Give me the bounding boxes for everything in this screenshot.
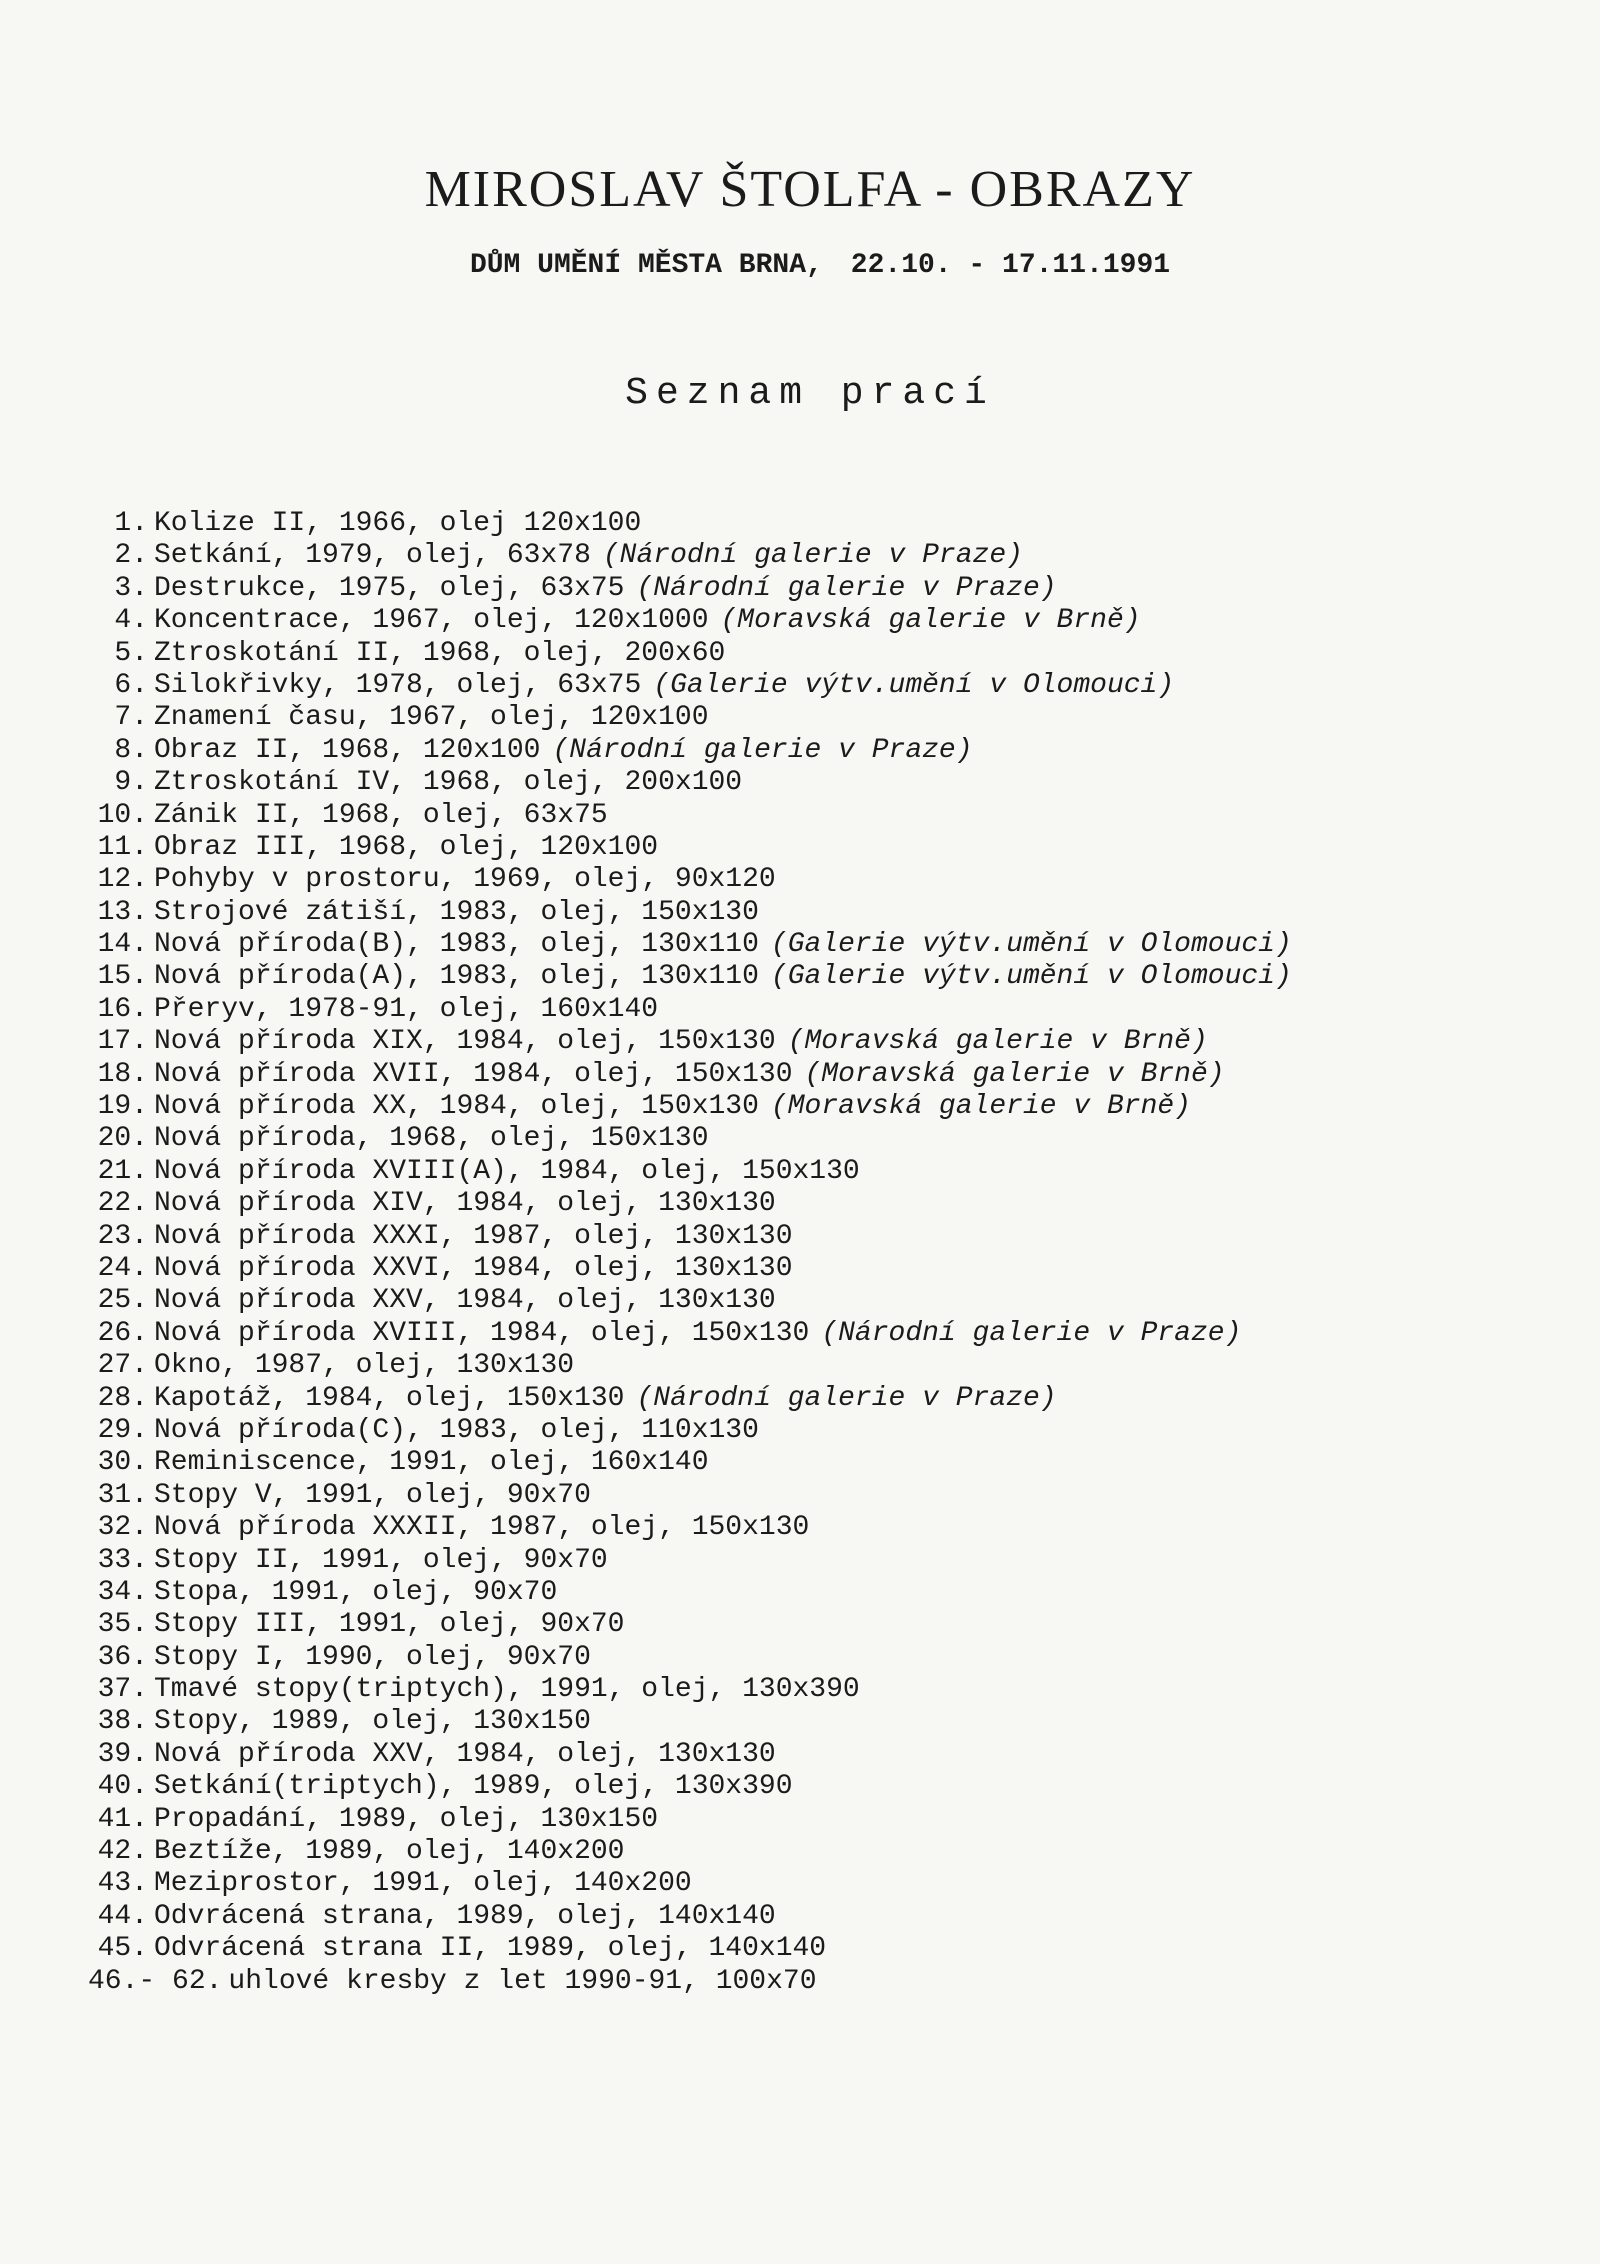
item-number: 11. — [97, 831, 148, 863]
list-item — [60, 1123, 1292, 1155]
item-description: Kapotáž, 1984, olej, 150x130 — [154, 1382, 625, 1414]
item-description: Stopy III, 1991, olej, 90x70 — [154, 1609, 625, 1641]
item-number: 2. — [114, 540, 148, 572]
works-list — [60, 508, 1292, 1998]
list-item — [60, 1933, 1292, 1965]
item-number: 14. — [97, 929, 148, 961]
item-description: Odvrácená strana, 1989, olej, 140x140 — [154, 1900, 776, 1932]
item-number: 7. — [114, 702, 148, 734]
item-number: 35. — [97, 1609, 148, 1641]
list-item — [60, 508, 1292, 540]
item-number: 4. — [114, 605, 148, 637]
item-number: 10. — [97, 799, 148, 831]
list-item — [60, 1868, 1292, 1900]
item-description: Zánik II, 1968, olej, 63x75 — [154, 799, 608, 831]
item-description: Nová příroda XXV, 1984, olej, 130x130 — [154, 1285, 776, 1317]
item-description: Koncentrace, 1967, olej, 120x1000 — [154, 605, 709, 637]
list-item — [60, 800, 1292, 832]
item-number: 44. — [97, 1900, 148, 1932]
list-item — [60, 1221, 1292, 1253]
item-number: 45. — [97, 1933, 148, 1965]
list-item — [60, 1059, 1292, 1091]
item-description: Nová příroda, 1968, olej, 150x130 — [154, 1123, 709, 1155]
list-item — [60, 1545, 1292, 1577]
item-description: Obraz II, 1968, 120x100 — [154, 734, 541, 766]
item-number: 3. — [114, 572, 148, 604]
list-item — [60, 1706, 1292, 1738]
item-number: 46.- 62. — [88, 1965, 223, 1997]
list-item — [60, 1771, 1292, 1803]
item-description: Nová příroda XX, 1984, olej, 150x130 — [154, 1091, 759, 1123]
item-number: 32. — [97, 1512, 148, 1544]
list-item — [60, 1350, 1292, 1382]
item-description: Stopa, 1991, olej, 90x70 — [154, 1576, 558, 1608]
item-number: 33. — [97, 1544, 148, 1576]
item-number: 19. — [97, 1091, 148, 1123]
item-description: Přeryv, 1978-91, olej, 160x140 — [154, 993, 659, 1025]
item-number: 17. — [97, 1026, 148, 1058]
item-description: Beztíže, 1989, olej, 140x200 — [154, 1836, 625, 1868]
item-description: Stopy I, 1990, olej, 90x70 — [154, 1641, 591, 1673]
item-collection: (Národní galerie v Praze) — [602, 540, 1023, 572]
list-item — [88, 1966, 1292, 1998]
item-collection: (Galerie výtv.umění v Olomouci) — [653, 669, 1175, 701]
list-item — [60, 767, 1292, 799]
item-number: 30. — [97, 1447, 148, 1479]
item-description: Nová příroda XVII, 1984, olej, 150x130 — [154, 1058, 793, 1090]
list-item — [60, 605, 1292, 637]
exhibition-dates: 22.10. - 17.11.1991 — [850, 250, 1171, 281]
item-description: Stopy V, 1991, olej, 90x70 — [154, 1479, 591, 1511]
item-description: Nová příroda XXXII, 1987, olej, 150x130 — [154, 1512, 810, 1544]
item-description: Okno, 1987, olej, 130x130 — [154, 1350, 575, 1382]
item-number: 37. — [97, 1674, 148, 1706]
item-description: Tmavé stopy(triptych), 1991, olej, 130x390 — [154, 1674, 860, 1706]
item-collection: (Národní galerie v Praze) — [552, 734, 973, 766]
item-collection: (Moravská galerie v Brně) — [804, 1058, 1225, 1090]
list-item — [60, 1156, 1292, 1188]
item-number: 31. — [97, 1479, 148, 1511]
item-number: 40. — [97, 1771, 148, 1803]
list-item — [60, 1383, 1292, 1415]
item-number: 6. — [114, 669, 148, 701]
item-description: Setkání(triptych), 1989, olej, 130x390 — [154, 1771, 793, 1803]
item-description: Setkání, 1979, olej, 63x78 — [154, 540, 591, 572]
list-item — [60, 638, 1292, 670]
list-item — [60, 735, 1292, 767]
list-item — [60, 961, 1292, 993]
item-number: 42. — [97, 1836, 148, 1868]
list-item — [60, 1026, 1292, 1058]
item-description: Nová příroda XXV, 1984, olej, 130x130 — [154, 1738, 776, 1770]
list-item — [60, 1415, 1292, 1447]
item-collection: (Národní galerie v Praze) — [636, 1382, 1057, 1414]
item-description: Nová příroda(B), 1983, olej, 130x110 — [154, 929, 759, 961]
item-collection: (Moravská galerie v Brně) — [720, 605, 1141, 637]
item-collection: (Moravská galerie v Brně) — [770, 1091, 1191, 1123]
item-description: Nová příroda(C), 1983, olej, 110x130 — [154, 1414, 759, 1446]
item-description: Nová příroda XXVI, 1984, olej, 130x130 — [154, 1252, 793, 1284]
item-number: 29. — [97, 1414, 148, 1446]
item-number: 22. — [97, 1188, 148, 1220]
exhibition-venue: DŮM UMĚNÍ MĚSTA BRNA, — [469, 250, 823, 281]
item-description: Nová příroda XVIII, 1984, olej, 150x130 — [154, 1317, 810, 1349]
item-number: 39. — [97, 1738, 148, 1770]
exhibition-subtitle — [0, 250, 1600, 281]
list-item — [60, 897, 1292, 929]
list-item — [60, 540, 1292, 572]
item-description: Ztroskotání IV, 1968, olej, 200x100 — [154, 767, 743, 799]
list-item — [60, 1901, 1292, 1933]
item-description: Nová příroda XIX, 1984, olej, 150x130 — [154, 1026, 776, 1058]
list-item — [60, 1447, 1292, 1479]
item-number: 24. — [97, 1252, 148, 1284]
item-description: Obraz III, 1968, olej, 120x100 — [154, 831, 659, 863]
list-item — [60, 1480, 1292, 1512]
item-description: Znamení času, 1967, olej, 120x100 — [154, 702, 709, 734]
item-description: Nová příroda XIV, 1984, olej, 130x130 — [154, 1188, 776, 1220]
list-item — [60, 864, 1292, 896]
item-number: 25. — [97, 1285, 148, 1317]
item-collection: (Národní galerie v Praze) — [636, 572, 1057, 604]
item-description: Destrukce, 1975, olej, 63x75 — [154, 572, 625, 604]
item-number: 26. — [97, 1317, 148, 1349]
item-number: 1. — [114, 508, 148, 539]
item-description: Odvrácená strana II, 1989, olej, 140x140 — [154, 1933, 827, 1965]
list-item — [60, 1253, 1292, 1285]
list-item — [60, 1318, 1292, 1350]
list-heading: Seznam prací — [625, 372, 995, 415]
list-item — [60, 1091, 1292, 1123]
page-title: MIROSLAV ŠTOLFA - OBRAZY — [424, 161, 1196, 218]
list-item — [60, 832, 1292, 864]
item-number: 43. — [97, 1868, 148, 1900]
item-number: 18. — [97, 1058, 148, 1090]
item-collection: (Galerie výtv.umění v Olomouci) — [770, 961, 1292, 993]
item-number: 8. — [114, 734, 148, 766]
list-item — [60, 573, 1292, 605]
item-description: Reminiscence, 1991, olej, 160x140 — [154, 1447, 709, 1479]
item-number: 20. — [97, 1123, 148, 1155]
item-number: 16. — [97, 993, 148, 1025]
list-item — [60, 994, 1292, 1026]
item-number: 38. — [97, 1706, 148, 1738]
item-collection: (Národní galerie v Praze) — [821, 1317, 1242, 1349]
item-number: 15. — [97, 961, 148, 993]
item-description: Stopy II, 1991, olej, 90x70 — [154, 1544, 608, 1576]
item-description: Nová příroda(A), 1983, olej, 130x110 — [154, 961, 759, 993]
item-number: 36. — [97, 1641, 148, 1673]
item-description: Stopy, 1989, olej, 130x150 — [154, 1706, 591, 1738]
item-number: 13. — [97, 896, 148, 928]
list-item — [60, 1674, 1292, 1706]
item-number: 34. — [97, 1576, 148, 1608]
item-description: Pohyby v prostoru, 1969, olej, 90x120 — [154, 864, 776, 896]
item-number: 9. — [114, 767, 148, 799]
item-description: Meziprostor, 1991, olej, 140x200 — [154, 1868, 692, 1900]
list-item — [60, 1577, 1292, 1609]
item-description: Ztroskotání II, 1968, olej, 200x60 — [154, 637, 726, 669]
item-number: 21. — [97, 1155, 148, 1187]
list-item — [60, 1512, 1292, 1544]
list-item — [60, 1739, 1292, 1771]
item-collection: (Moravská galerie v Brně) — [787, 1026, 1208, 1058]
item-number: 23. — [97, 1220, 148, 1252]
item-number: 5. — [114, 637, 148, 669]
list-item — [60, 929, 1292, 961]
list-item — [60, 702, 1292, 734]
list-item — [60, 1642, 1292, 1674]
list-item — [60, 1804, 1292, 1836]
item-description: Propadání, 1989, olej, 130x150 — [154, 1803, 659, 1835]
item-number: 27. — [97, 1350, 148, 1382]
list-item — [60, 1836, 1292, 1868]
item-collection: (Galerie výtv.umění v Olomouci) — [770, 929, 1292, 961]
item-description: Kolize II, 1966, olej 120x100 — [154, 508, 642, 539]
item-number: 12. — [97, 864, 148, 896]
item-description: Nová příroda XVIII(A), 1984, olej, 150x130 — [154, 1155, 860, 1187]
list-item — [60, 670, 1292, 702]
item-number: 28. — [97, 1382, 148, 1414]
item-description: Strojové zátiší, 1983, olej, 150x130 — [154, 896, 759, 928]
item-number: 41. — [97, 1803, 148, 1835]
item-description: Silokřivky, 1978, olej, 63x75 — [154, 669, 642, 701]
item-description: Nová příroda XXXI, 1987, olej, 130x130 — [154, 1220, 793, 1252]
list-item — [60, 1188, 1292, 1220]
list-item — [60, 1285, 1292, 1317]
item-description: uhlové kresby z let 1990-91, 100x70 — [228, 1965, 817, 1997]
list-item — [60, 1609, 1292, 1641]
